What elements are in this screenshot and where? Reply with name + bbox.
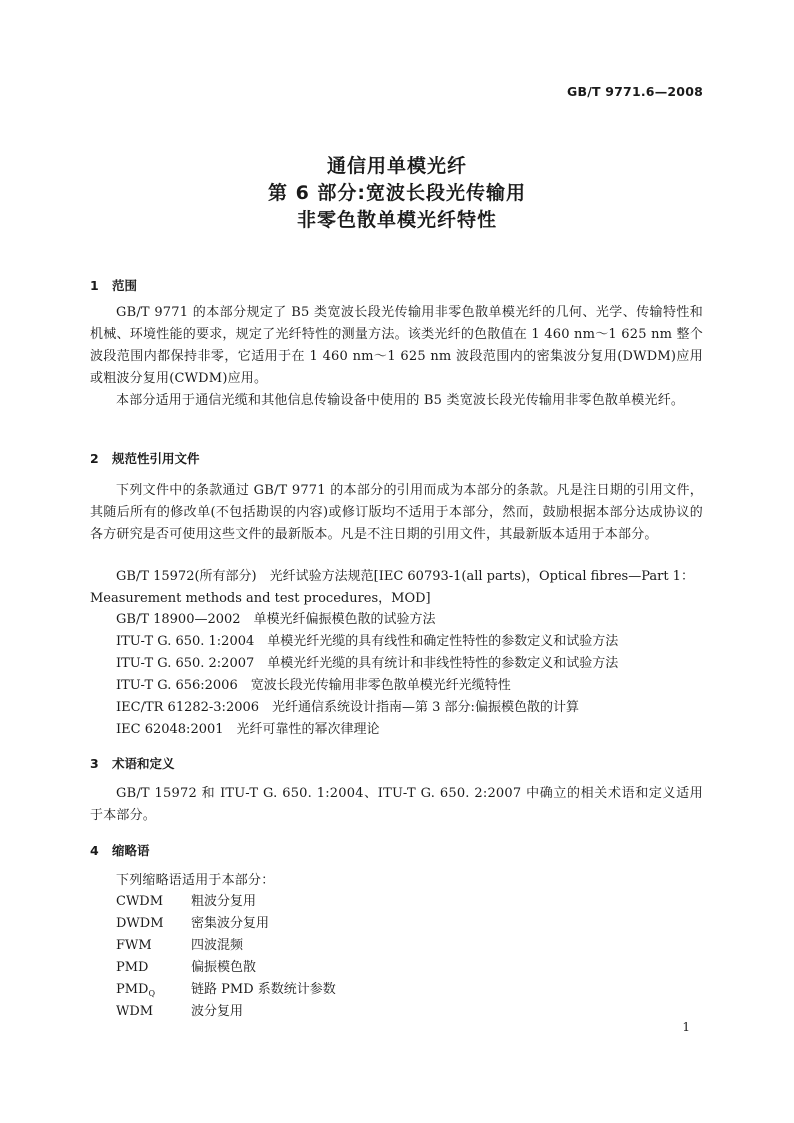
abbreviation-term-subscript: Q: [148, 989, 156, 998]
abbreviation-meaning: 密集波分复用: [191, 916, 270, 931]
page-number: 1: [682, 1020, 690, 1034]
section-3-title: 术语和定义: [112, 756, 175, 771]
section-2-number: 2: [90, 451, 99, 466]
reference-item: IEC/TR 61282-3:2006 光纤通信系统设计指南—第 3 部分:偏振模色散的计算: [116, 700, 579, 715]
section-3-number: 3: [90, 756, 99, 771]
abbreviation-meaning: 波分复用: [191, 1004, 244, 1019]
section-1-heading: [90, 276, 137, 294]
reference-item: IEC 62048:2001 光纤可靠性的幂次律理论: [116, 722, 380, 737]
document-title: [0, 153, 794, 234]
section-4-heading: [90, 841, 150, 859]
section-4-number: 4: [90, 843, 99, 858]
section-1-number: 1: [90, 278, 99, 293]
reference-item: GB/T 15972(所有部分) 光纤试验方法规范[IEC 60793-1(all parts)，Optical fibres—Part 1：Measurement methods and test procedures，MOD]: [90, 569, 694, 606]
abbreviation-meaning: 链路 PMD 系数统计参数: [191, 982, 336, 997]
abbreviation-row: [116, 891, 256, 913]
abbreviation-term: FWM: [116, 938, 152, 953]
section-2-intro: 下列文件中的条款通过 GB/T 9771 的本部分的引用而成为本部分的条款。凡是注日期的引用文件，其随后所有的修改单(不包括勘误的内容)或修订版均不适用于本部分，然而，鼓励根据本部分达成协议的各方研究是否可使用这些文件的最新版本。凡是不注日期的引用文件，其最新版本适用于本部分。: [90, 483, 703, 542]
reference-item: ITU-T G. 650. 1:2004 单模光纤光缆的具有线性和确定性特性的参数定义和试验方法: [116, 634, 619, 649]
abbreviation-term: DWDM: [116, 916, 164, 931]
reference-item: ITU-T G. 656:2006 宽波长段光传输用非零色散单模光纤光缆特性: [116, 678, 511, 693]
abbreviation-meaning: 粗波分复用: [191, 894, 257, 909]
abbreviation-row: [116, 913, 269, 935]
section-3-paragraph: GB/T 15972 和 ITU-T G. 650. 1:2004、ITU-T G. 650. 2:2007 中确立的相关术语和定义适用于本部分。: [90, 786, 703, 823]
section-2-heading: [90, 449, 200, 467]
section-1-paragraph-1: GB/T 9771 的本部分规定了 B5 类宽波长段光传输用非零色散单模光纤的几何、光学、传输特性和机械、环境性能的要求，规定了光纤特性的测量方法。该类光纤的色散值在 1 460 nm～1 625 nm 整个波段范围内都保持非零，它适用于在 1 460 nm～1 625 nm 波段范围内的密集波分复用(DWDM)应用或粗波分复用(CWDM)应用。: [90, 305, 703, 386]
reference-item: ITU-T G. 650. 2:2007 单模光纤光缆的具有统计和非线性特性的参数定义和试验方法: [116, 656, 619, 671]
standard-code: GB/T 9771.6—2008: [567, 84, 703, 99]
section-1-title: 范围: [112, 278, 138, 293]
abbreviation-meaning: 偏振模色散: [191, 960, 257, 975]
abbreviation-row: [116, 957, 256, 979]
abbreviation-term-base: PMD: [116, 982, 149, 997]
abbreviation-row: [116, 1001, 243, 1023]
section-4-title: 缩略语: [112, 843, 150, 858]
abbreviation-term: WDM: [116, 1004, 154, 1019]
title-line-3: 非零色散单模光纤特性: [296, 209, 497, 231]
reference-item: GB/T 18900—2002 单模光纤偏振模色散的试验方法: [116, 612, 436, 627]
section-2-title: 规范性引用文件: [112, 451, 200, 466]
section-4-intro: 下列缩略语适用于本部分：: [116, 873, 275, 888]
abbreviation-term: PMD: [116, 960, 149, 975]
section-1-paragraph-2: 本部分适用于通信光缆和其他信息传输设备中使用的 B5 类宽波长段光传输用非零色散单模光纤。: [116, 393, 685, 408]
abbreviation-term: CWDM: [116, 894, 164, 909]
section-3-heading: [90, 754, 175, 772]
abbreviation-meaning: 四波混频: [191, 938, 244, 953]
abbreviation-row: [116, 935, 243, 957]
title-line-1: 通信用单模光纤: [326, 155, 467, 177]
title-line-2: 第 6 部分:宽波长段光传输用: [267, 182, 527, 204]
